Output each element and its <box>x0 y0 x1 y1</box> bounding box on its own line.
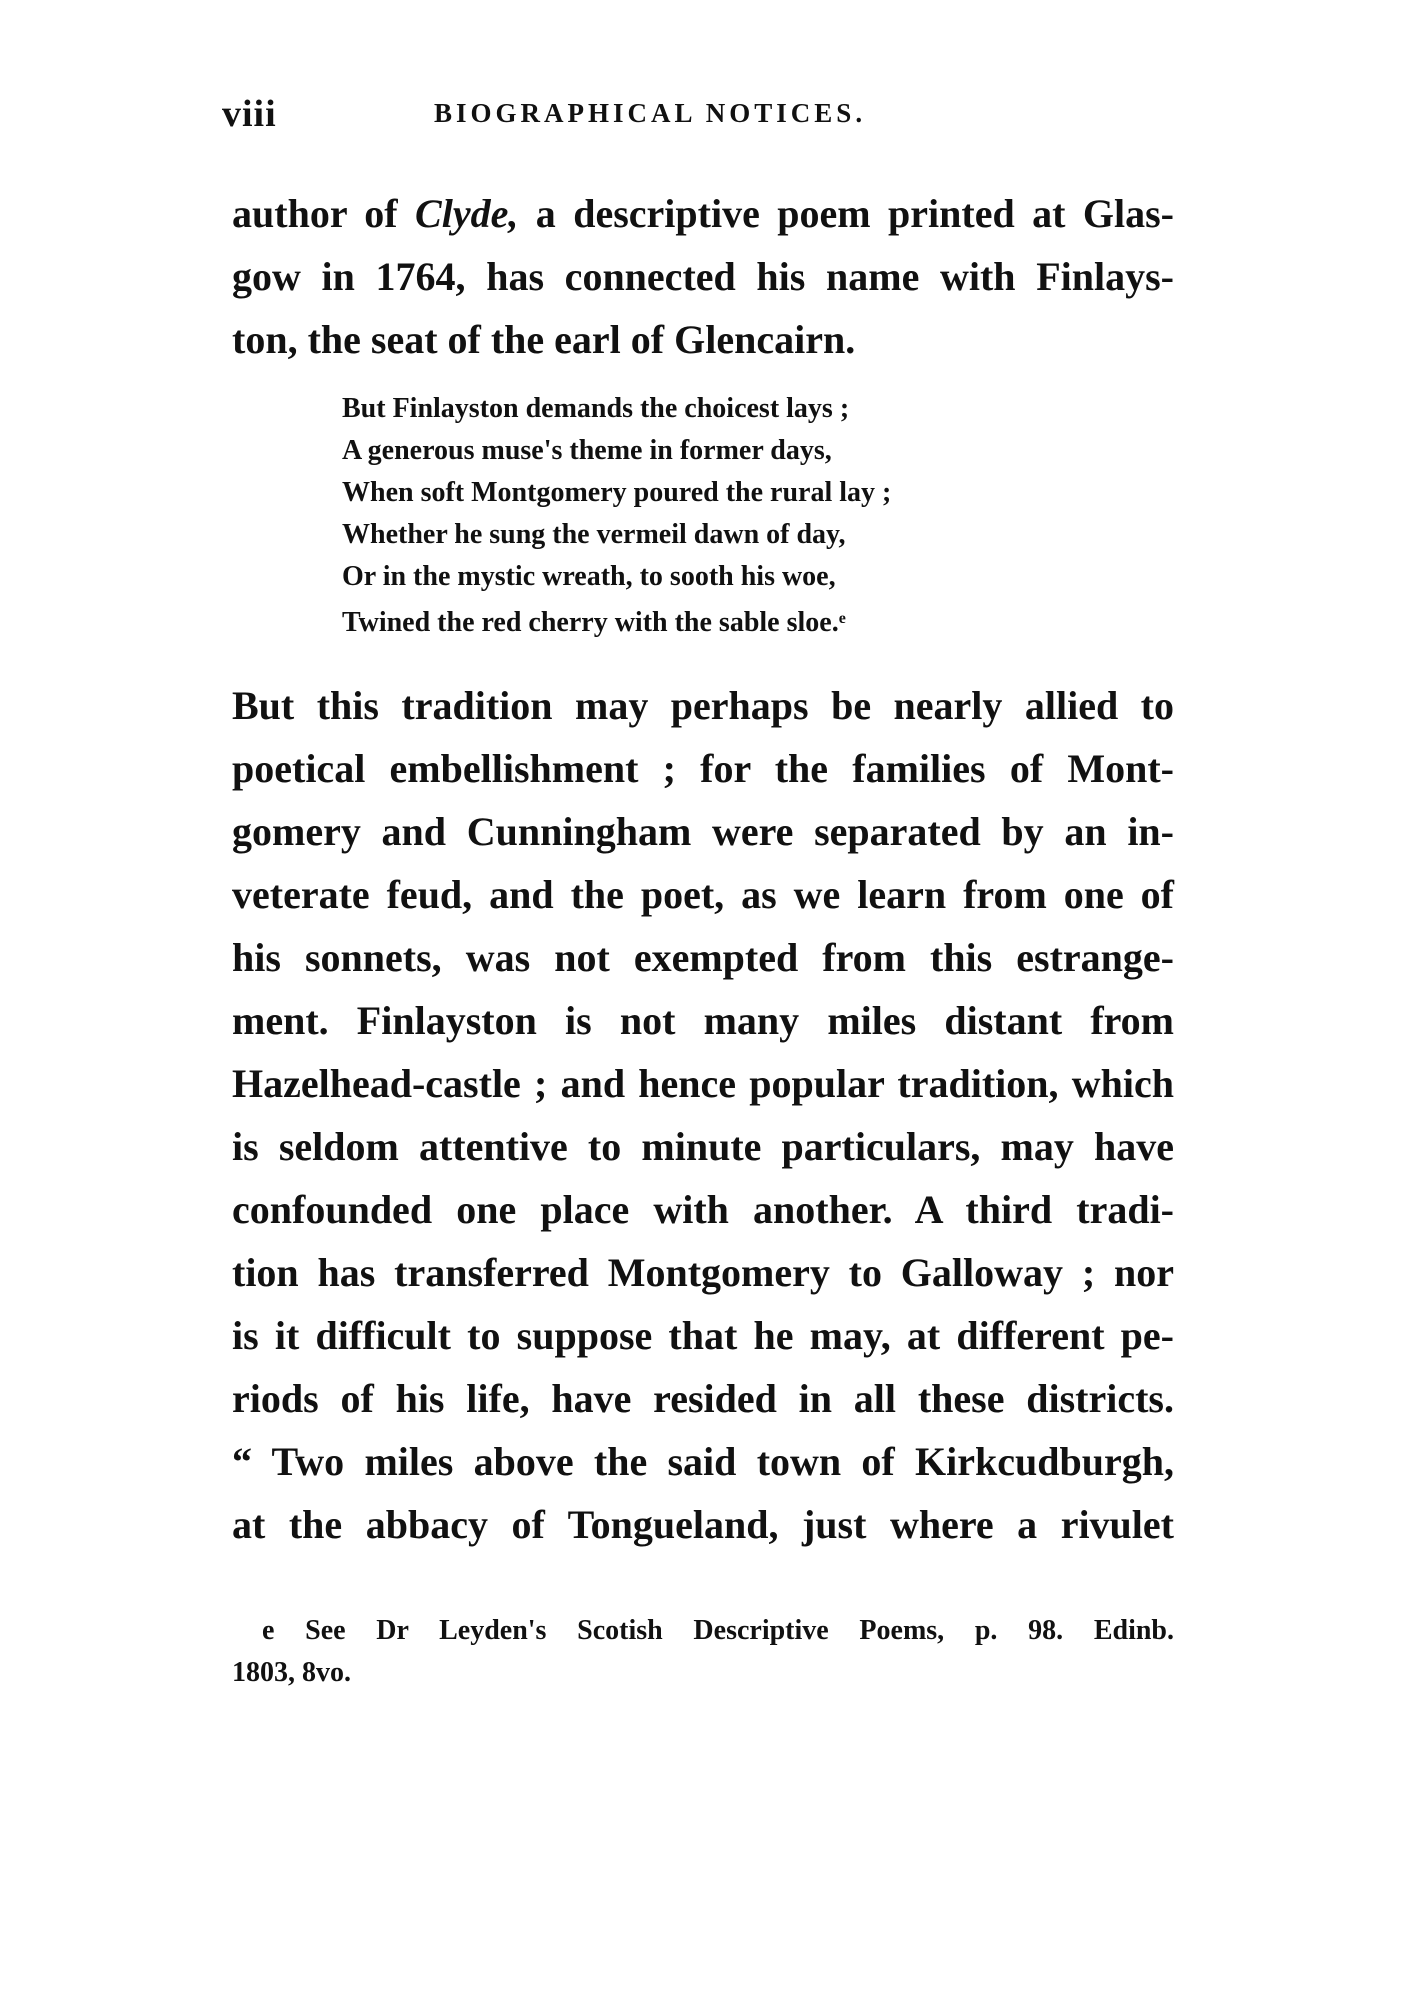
footnote-marker: e <box>262 1615 275 1646</box>
page-number: viii <box>222 93 277 135</box>
body-line: gomery and Cunningham were separated by an in- <box>232 809 1174 854</box>
body-line: veterate feud, and the poet, as we learn from one of <box>232 872 1174 917</box>
poem-title-clyde: Clyde, <box>415 191 519 236</box>
verse-line: A generous muse's theme in former days, <box>342 435 832 466</box>
running-head <box>222 92 1182 135</box>
body-line: But this tradition may perhaps be nearly allied to <box>232 683 1174 728</box>
intro-line <box>232 182 1174 245</box>
body-line: confounded one place with another. A third tradi- <box>232 1187 1174 1232</box>
verse-line: When soft Montgomery poured the rural lay ; <box>342 477 892 508</box>
verse-line: Whether he sung the vermeil dawn of day, <box>342 519 846 550</box>
verse-quotation <box>342 388 1062 640</box>
footnote-line: 1803, 8vo. <box>232 1657 351 1688</box>
body-line: his sonnets, was not exempted from this estrange- <box>232 935 1174 980</box>
verse-line-text: Twined the red cherry with the sable sloe. <box>342 607 839 638</box>
body-line: at the abbacy of Tongueland, just where a rivulet <box>232 1502 1174 1547</box>
body-line: is seldom attentive to minute particulars, may have <box>232 1124 1174 1169</box>
verse-line: Or in the mystic wreath, to sooth his woe, <box>342 561 836 592</box>
intro-line-end: a descriptive poem printed at Glas- <box>518 191 1174 236</box>
intro-line: ton, the seat of the earl of Glencairn. <box>232 317 856 362</box>
footnote-reference-mark: e <box>838 610 846 627</box>
body-line: is it difficult to suppose that he may, at different pe- <box>232 1313 1174 1358</box>
intro-line-start: author of <box>232 191 416 236</box>
footnote <box>232 1610 1174 1694</box>
running-title: BIOGRAPHICAL NOTICES. <box>434 98 867 128</box>
body-line: tion has transferred Montgomery to Galloway ; nor <box>232 1250 1174 1295</box>
body-line: Hazelhead-castle ; and hence popular tradition, which <box>232 1061 1174 1106</box>
footnote-text: See Dr Leyden's Scotish Descriptive Poems, p. 98. Edinb. <box>305 1615 1174 1646</box>
body-line: riods of his life, have resided in all these districts. <box>232 1376 1174 1421</box>
body-line: poetical embellishment ; for the families of Mont- <box>232 746 1174 791</box>
verse-line: But Finlayston demands the choicest lays ; <box>342 393 850 424</box>
footnote-line <box>232 1610 1174 1652</box>
intro-line: gow in 1764, has connected his name with Finlays- <box>232 254 1174 299</box>
main-paragraph <box>232 674 1174 1556</box>
verse-line-last <box>342 598 1062 640</box>
body-line: “ Two miles above the said town of Kirkcudburgh, <box>232 1439 1174 1484</box>
body-line: ment. Finlayston is not many miles distant from <box>232 998 1174 1043</box>
intro-paragraph <box>232 182 1174 371</box>
